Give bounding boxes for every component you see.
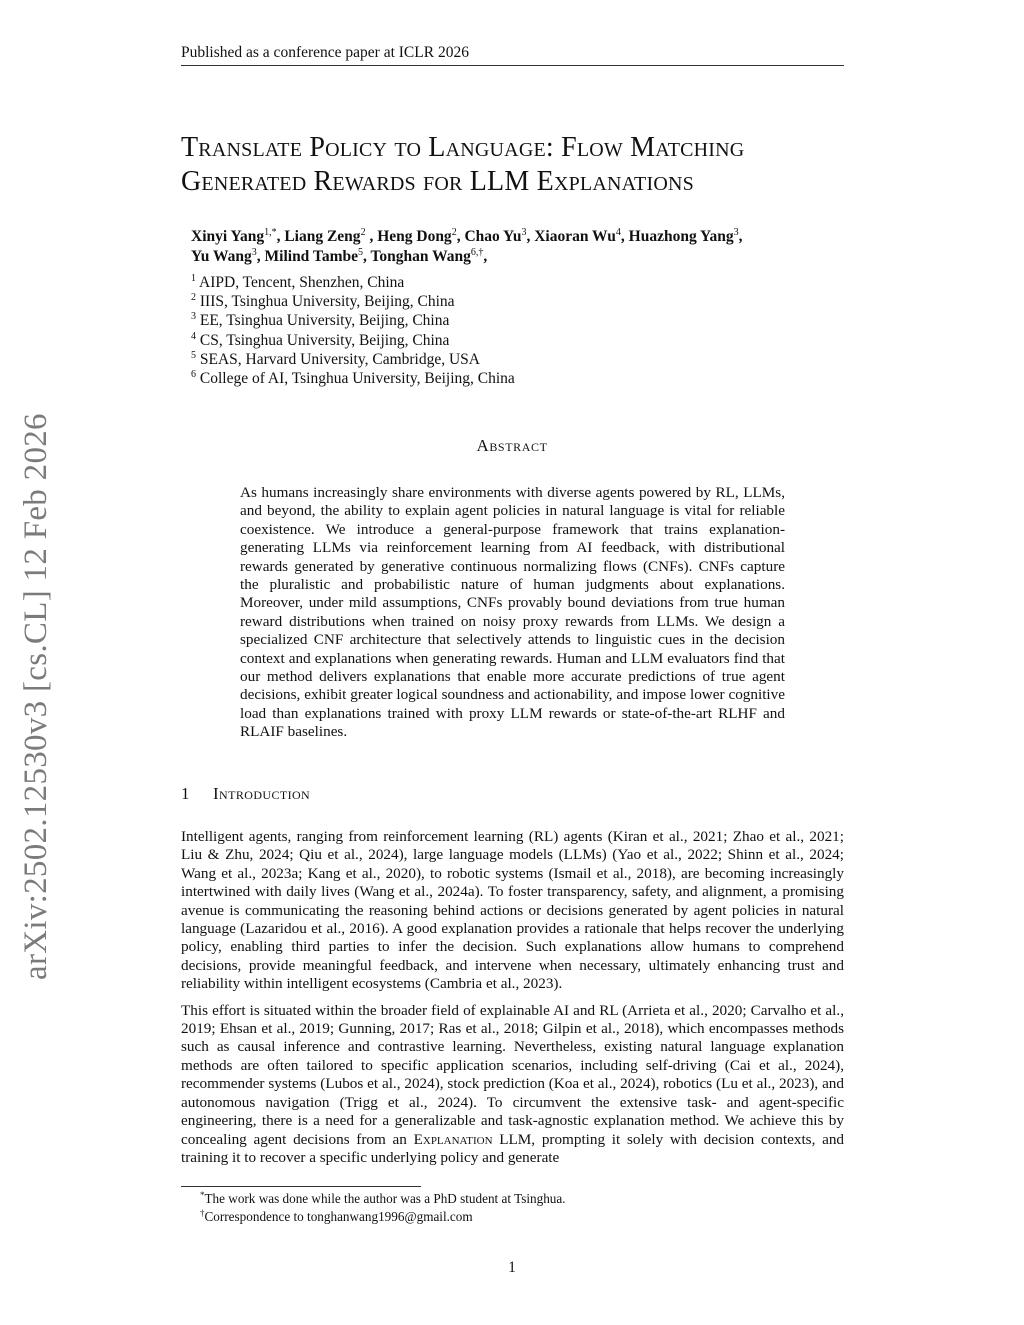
affiliation-number: 4 bbox=[191, 330, 196, 342]
affiliation-number: 5 bbox=[191, 349, 196, 361]
author-name: Tonghan Wang bbox=[370, 248, 471, 265]
affiliation-item bbox=[191, 273, 515, 292]
affiliation-list bbox=[191, 273, 515, 388]
author-sup: 6,† bbox=[470, 247, 484, 258]
paper-title bbox=[181, 131, 861, 199]
author-line-2 bbox=[191, 247, 841, 267]
paragraph: Intelligent agents, ranging from reinforcement learning (RL) agents (Kiran et al., 2021; Zhao et al., 2021; Liu & Zhu, 2024; Qiu et al., 2024), large language models (LLMs) (Yao et al., 2022; Shinn et al., 2024; Wang et al., 2023a; Kang et al., 2020), to robotic systems (Ismail et al., 2018), are becoming increasingly intertwined with daily lives (Wang et al., 2024a). To foster transparency, safety, and alignment, a promising avenue is communicating the reasoning behind actions or decisions generated by agent policies in natural language (Lazaridou et al., 2016). A good explanation provides a rationale that helps recover the underlying policy, enabling third parties to infer the decision. Such explanations allow humans to comprehend decisions, provide meaningful feedback, and intervene when necessary, ultimately enhancing trust and reliability within intelligent ecosystems (Cambria et al., 2023). bbox=[181, 828, 844, 993]
affiliation-item bbox=[191, 311, 515, 330]
affiliation-item bbox=[191, 369, 515, 388]
footnote-mark: * bbox=[200, 1190, 205, 1200]
author-name: Liang Zeng bbox=[284, 228, 361, 245]
footnote-mark: † bbox=[200, 1207, 205, 1218]
introduction-body bbox=[181, 828, 844, 1175]
explanation-term: Explanation bbox=[413, 1130, 493, 1148]
footnote bbox=[200, 1208, 566, 1226]
paragraph-text: This effort is situated within the broader field of explainable AI and RL (Arrieta et al., 2020; Carvalho et al., 2019; Ehsan et al., 2019; Gunning, 2017; Ras et al., 2018; Gilpin et al., 2018), which encompasses methods such as causal inference and contrastive learning. Nevertheless, existing natural language explanation methods are often tailored to specific application scenarios, including self-driving (Cai et al., 2024), recommender systems (Lubos et al., 2024), stock prediction (Koa et al., 2024), robotics (Lu et al., 2023), and autonomous navigation (Trigg et al., 2024). To circumvent the extensive task- and agent-specific engineering, there is a need for a generalizable and task-agnostic explanation method. We achieve this by concealing agent decisions from an bbox=[181, 1001, 844, 1148]
affiliation-item bbox=[191, 350, 515, 369]
author-sup: 3 bbox=[521, 227, 527, 238]
affiliation-text: IIIS, Tsinghua University, Beijing, China bbox=[199, 293, 455, 311]
author-list bbox=[191, 227, 841, 267]
author-sep: , bbox=[362, 248, 371, 265]
author-line-1 bbox=[191, 227, 841, 247]
author-sep: , bbox=[456, 228, 465, 245]
author-sep: , bbox=[483, 248, 488, 265]
author-sep: , bbox=[365, 228, 378, 245]
author-sup: 4 bbox=[615, 227, 621, 238]
abstract-body: As humans increasingly share environments with diverse agents powered by RL, LLMs, and beyond, the ability to explain agent policies in natural language is vital for reliable coexistence. We introduce a general-purpose framework that trains explanation-generating LLMs via reinforcement learning from AI feedback, with distributional rewards generated by generative continuous normalizing flows (CNFs). CNFs capture the pluralistic and probabilistic nature of human judgments about explanations. Moreover, under mild assumptions, CNFs provably bound deviations from true human reward distributions when trained on noisy proxy rewards from LLMs. We design a specialized CNF architecture that selectively attends to linguistic cues in the decision context and explanations when generating rewards. Human and LLM evaluators find that our method delivers explanations that enable more accurate predictions of true agent decisions, exhibit greater logical soundness and actionability, and impose lower cognitive load than explanations trained with proxy LLM rewards or state-of-the-art RLHF and RLAIF baselines. bbox=[240, 484, 785, 741]
paragraph bbox=[181, 1002, 844, 1168]
author-name: Yu Wang bbox=[191, 248, 252, 265]
affiliation-text: College of AI, Tsinghua University, Beijing, China bbox=[199, 370, 515, 388]
affiliation-text: EE, Tsinghua University, Beijing, China bbox=[199, 312, 450, 330]
affiliation-number: 1 bbox=[191, 273, 196, 284]
author-sep: , bbox=[620, 228, 629, 245]
author-sup: 1,* bbox=[264, 227, 277, 238]
author-name: Milind Tambe bbox=[264, 248, 358, 265]
affiliation-item bbox=[191, 331, 515, 350]
affiliation-number: 6 bbox=[191, 369, 196, 381]
section-number: 1 bbox=[181, 784, 190, 803]
arxiv-stamp: arXiv:2502.12530v3 [cs.CL] 12 Feb 2026 bbox=[18, 413, 54, 980]
author-name: Chao Yu bbox=[464, 228, 522, 245]
author-sep: , bbox=[276, 228, 285, 245]
author-sep: , bbox=[738, 228, 743, 245]
title-line-1: Translate Policy to Language: Flow Matching bbox=[181, 132, 745, 163]
author-name: Huazhong Yang bbox=[628, 228, 734, 245]
author-name: Xiaoran Wu bbox=[534, 228, 616, 245]
affiliation-number: 3 bbox=[191, 311, 196, 323]
author-sep: , bbox=[256, 248, 265, 265]
author-sup: 2 bbox=[360, 227, 366, 238]
footnote-text: Correspondence to tonghanwang1996@gmail.com bbox=[204, 1208, 473, 1224]
author-sup: 3 bbox=[733, 227, 739, 238]
title-line-2: Generated Rewards for LLM Explanations bbox=[181, 166, 694, 197]
affiliation-item bbox=[191, 292, 515, 311]
affiliation-text: AIPD, Tencent, Shenzhen, China bbox=[199, 274, 405, 291]
author-sup: 3 bbox=[251, 247, 257, 258]
abstract-heading: Abstract bbox=[476, 436, 548, 455]
footnote-text: The work was done while the author was a PhD student at Tsinghua. bbox=[204, 1191, 566, 1206]
page-number: 1 bbox=[508, 1259, 516, 1276]
footnote bbox=[200, 1190, 566, 1208]
header-rule bbox=[181, 65, 844, 66]
author-sep: , bbox=[526, 228, 535, 245]
author-sup: 5 bbox=[357, 247, 363, 258]
paragraph-text: LLM, prompting it solely with decision contexts, and training it to recover a specific underlying policy and generate bbox=[181, 1130, 845, 1166]
affiliation-text: CS, Tsinghua University, Beijing, China bbox=[199, 331, 450, 349]
section-title: Introduction bbox=[213, 784, 311, 803]
author-name: Xinyi Yang bbox=[191, 228, 265, 245]
affiliation-number: 2 bbox=[191, 292, 196, 304]
author-name: Heng Dong bbox=[377, 228, 452, 245]
author-sup: 2 bbox=[451, 227, 457, 238]
section-heading bbox=[181, 784, 310, 804]
footnote-rule bbox=[181, 1186, 421, 1187]
footnotes bbox=[200, 1190, 566, 1225]
running-head: Published as a conference paper at ICLR 2026 bbox=[181, 44, 469, 61]
affiliation-text: SEAS, Harvard University, Cambridge, USA bbox=[199, 350, 480, 368]
